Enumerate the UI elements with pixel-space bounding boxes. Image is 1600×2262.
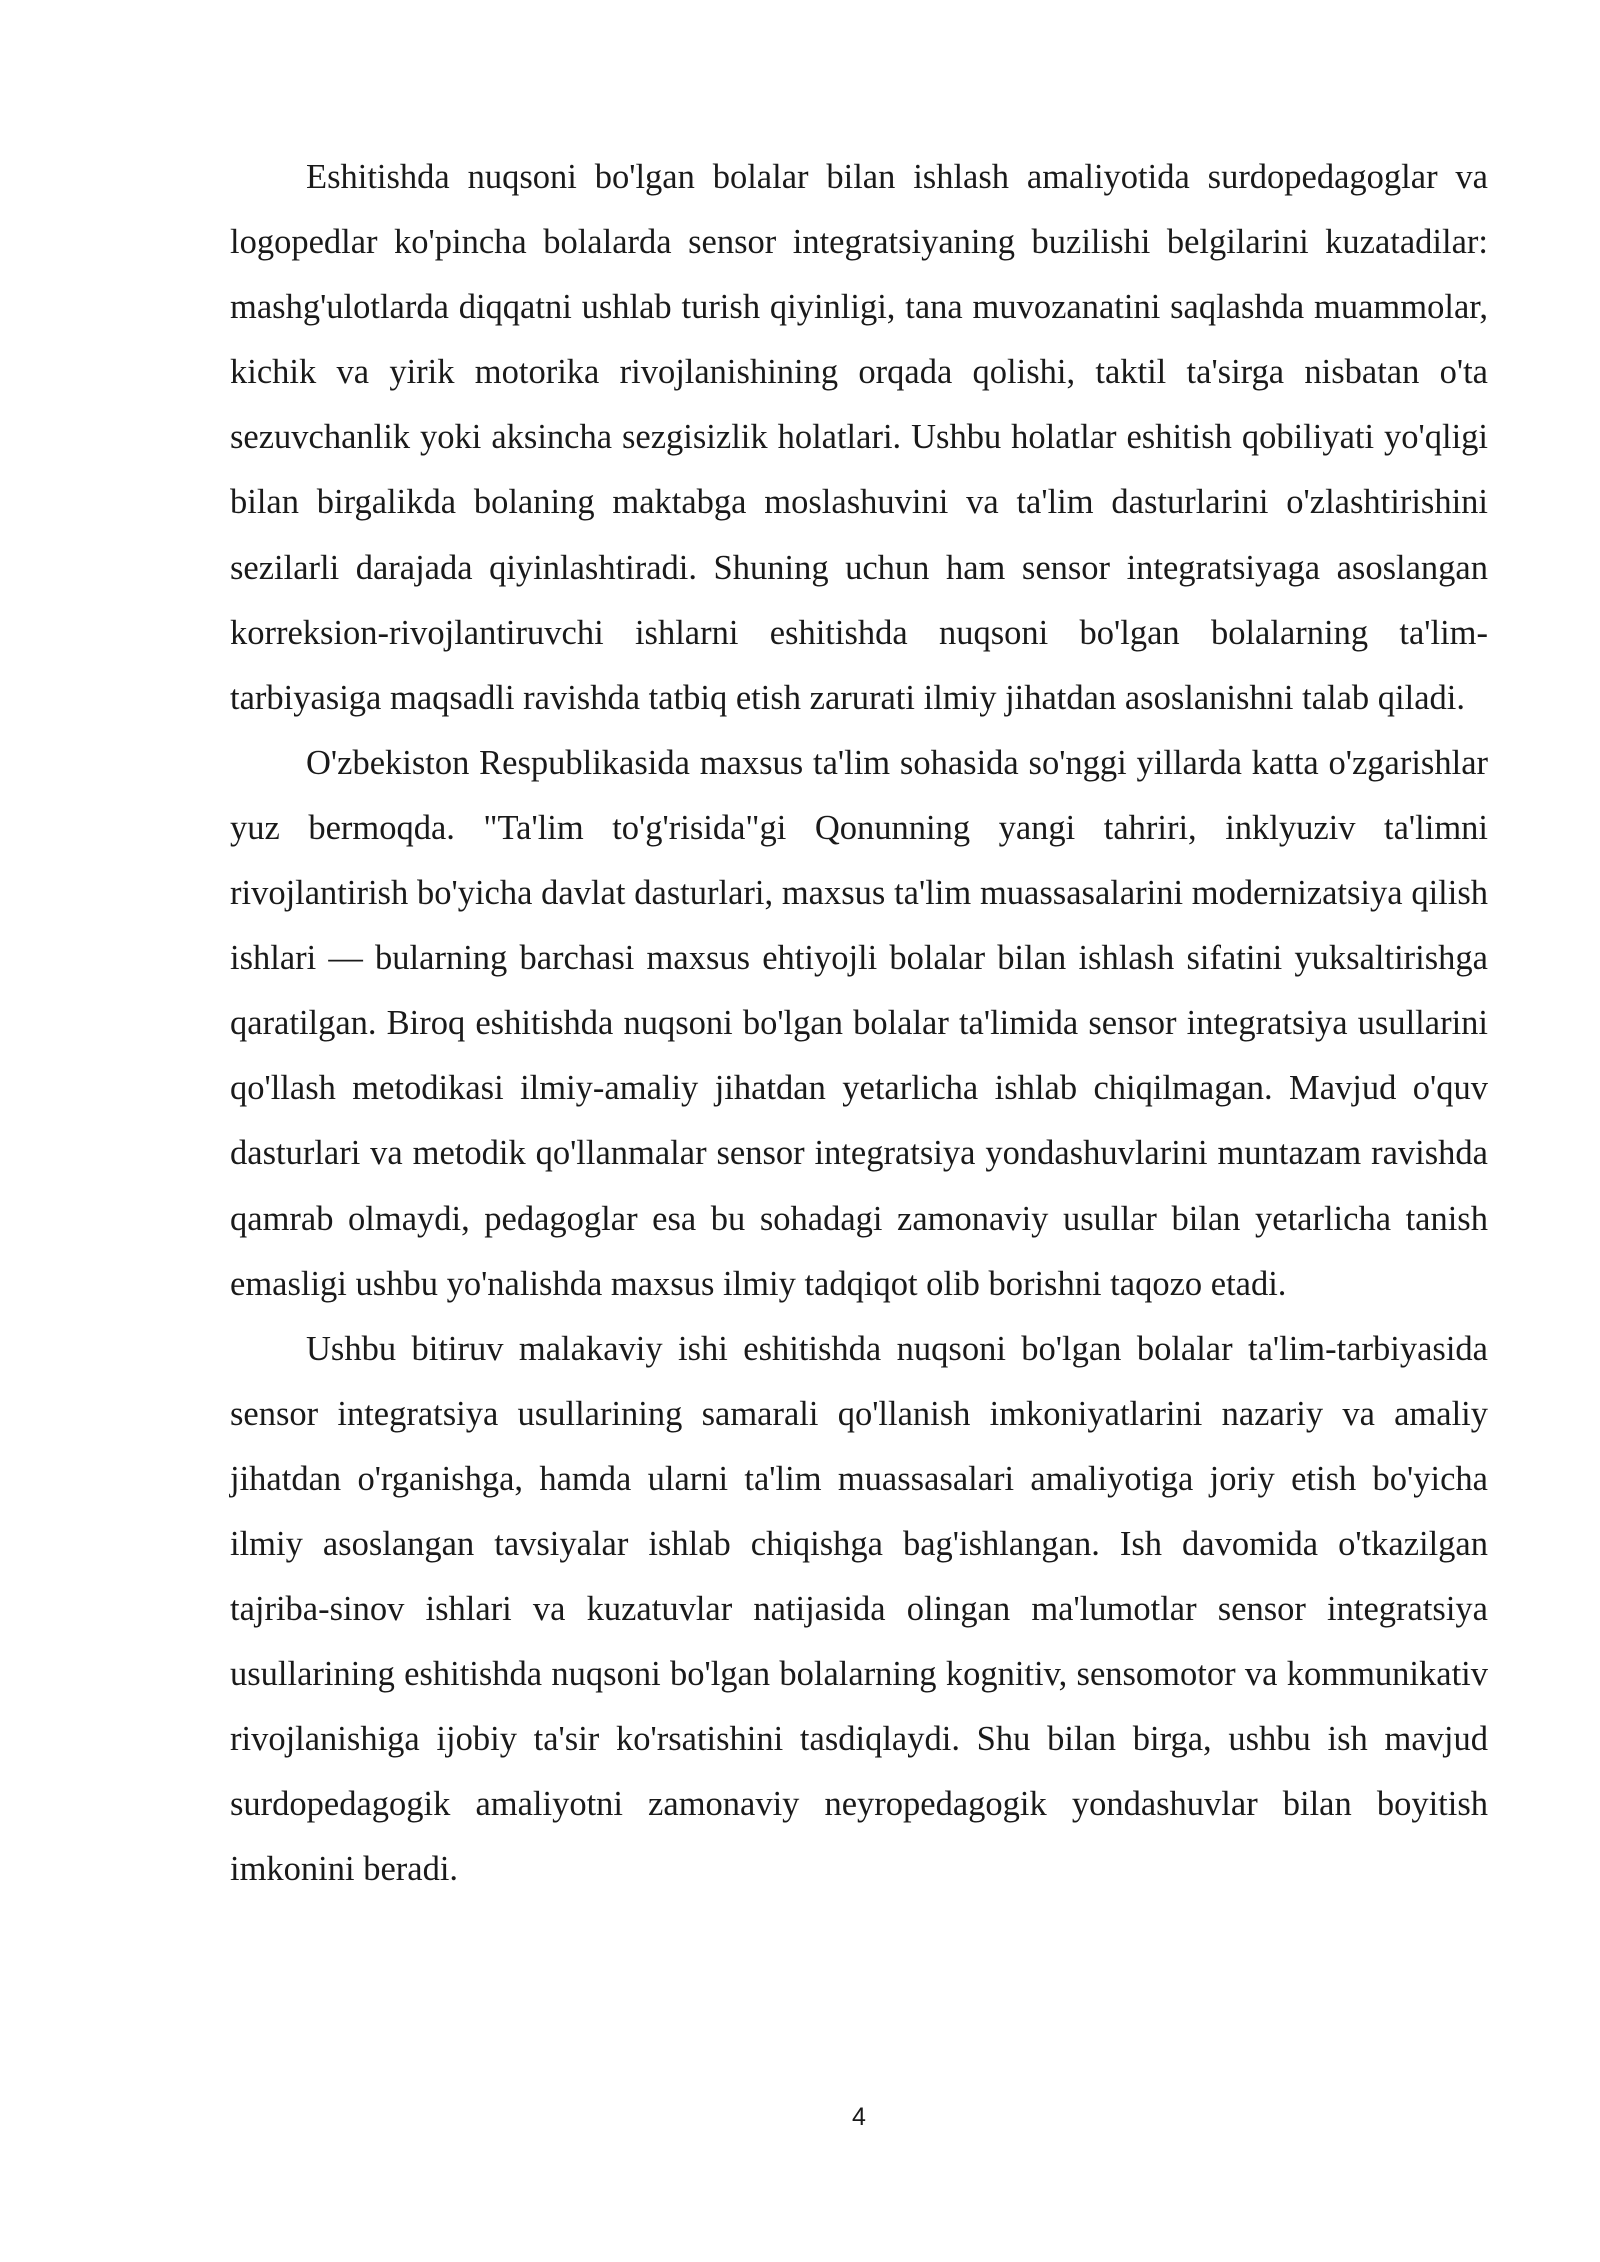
- page-number: 4: [852, 2103, 866, 2131]
- paragraph-1: Eshitishda nuqsoni bo'lgan bolalar bilan ishlash amaliyotida surdopedagoglar va logopedlar ko'pincha bolalarda sensor integratsiyaning buzilishi belgilarini kuzatadilar: mashg'ulotlarda diqqatni ushlab turish qiyinligi, tana muvozanatini saqlashda muammolar, kichik va yirik motorika rivojlanishining orqada qolishi, taktil ta'sirga nisbatan o'ta sezuvchanlik yoki aksincha sezgisizlik holatlari. Ushbu holatlar eshitish qobiliyati yo'qligi bilan birgalikda bolaning maktabga moslashuvini va ta'lim dasturlarini o'zlashtirishini sezilarli darajada qiyinlashtiradi. Shuning uchun ham sensor integratsiyaga asoslangan korreksion-rivojlantiruvchi ishlarni eshitishda nuqsoni bo'lgan bolalarning ta'lim-tarbiyasiga maqsadli ravishda tatbiq etish zarurati ilmiy jihatdan asoslanishni talab qiladi.: [230, 158, 1488, 717]
- body-text: [230, 145, 1488, 1903]
- paragraph-3: Ushbu bitiruv malakaviy ishi eshitishda nuqsoni bo'lgan bolalar ta'lim-tarbiyasida sensor integratsiya usullarining samarali qo'llanish imkoniyatlarini nazariy va amaliy jihatdan o'rganishga, hamda ularni ta'lim muassasalari amaliyotiga joriy etish bo'yicha ilmiy asoslangan tavsiyalar ishlab chiqishga bag'ishlangan. Ish davomida o'tkazilgan tajriba-sinov ishlari va kuzatuvlar natijasida olingan ma'lumotlar sensor integratsiya usullarining eshitishda nuqsoni bo'lgan bolalarning kognitiv, sensomotor va kommunikativ rivojlanishiga ijobiy ta'sir ko'rsatishini tasdiqlaydi. Shu bilan birga, ushbu ish mavjud surdopedagogik amaliyotni zamonaviy neyropedagogik yondashuvlar bilan boyitish imkonini beradi.: [230, 1329, 1488, 1889]
- paragraph-2: O'zbekiston Respublikasida maxsus ta'lim sohasida so'nggi yillarda katta o'zgarishlar yuz bermoqda. "Ta'lim to'g'risida"gi Qonunning yangi tahriri, inklyuziv ta'limni rivojlantirish bo'yicha davlat dasturlari, maxsus ta'lim muassasalarini modernizatsiya qilish ishlari — bularning barchasi maxsus ehtiyojli bolalar bilan ishlash sifatini yuksaltirishga qaratilgan. Biroq eshitishda nuqsoni bo'lgan bolalar ta'limida sensor integratsiya usullarini qo'llash metodikasi ilmiy-amaliy jihatdan yetarlicha ishlab chiqilmagan. Mavjud o'quv dasturlari va metodik qo'llanmalar sensor integratsiya yondashuvlarini muntazam ravishda qamrab olmaydi, pedagoglar esa bu sohadagi zamonaviy usullar bilan yetarlicha tanish emasligi ushbu yo'nalishda maxsus ilmiy tadqiqot olib borishni taqozo etadi.: [230, 743, 1488, 1303]
